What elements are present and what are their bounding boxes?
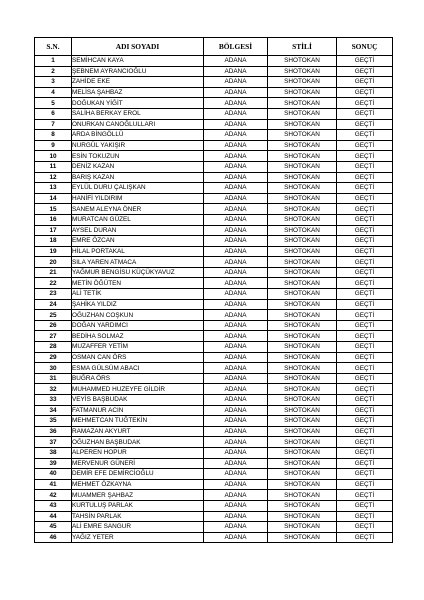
row-result: GEÇTİ (337, 320, 393, 331)
table-row (35, 214, 393, 225)
table-row (35, 299, 393, 310)
row-name: DENİZ KAZAN (72, 161, 204, 172)
row-sn: 30 (35, 363, 72, 374)
row-result: GEÇTİ (337, 469, 393, 480)
row-style: SHOTOKAN (268, 342, 337, 353)
row-result: GEÇTİ (337, 225, 393, 236)
row-sn: 44 (35, 511, 72, 522)
row-name: ŞAHİKA YILDIZ (72, 299, 204, 310)
row-result: GEÇTİ (337, 490, 393, 501)
header-name: ADI SOYADI (72, 38, 204, 56)
row-region: ADANA (204, 458, 268, 469)
row-sn: 11 (35, 161, 72, 172)
row-region: ADANA (204, 469, 268, 480)
row-style: SHOTOKAN (268, 299, 337, 310)
row-name: EYLÜL DURU ÇALIŞKAN (72, 183, 204, 194)
row-region: ADANA (204, 522, 268, 533)
row-result: GEÇTİ (337, 161, 393, 172)
row-sn: 17 (35, 225, 72, 236)
row-sn: 36 (35, 426, 72, 437)
row-name: ALİ TETİK (72, 289, 204, 300)
row-result: GEÇTİ (337, 352, 393, 363)
row-name: ŞEBNEM AYRANCIOĞLU (72, 66, 204, 77)
table-row (35, 183, 393, 194)
row-result: GEÇTİ (337, 87, 393, 98)
row-result: GEÇTİ (337, 56, 393, 67)
row-region: ADANA (204, 511, 268, 522)
table-row (35, 511, 393, 522)
row-name: YAĞMUR BENGİSU KÜÇÜKYAVUZ (72, 267, 204, 278)
row-sn: 25 (35, 310, 72, 321)
row-name: MUZAFFER YETİM (72, 342, 204, 353)
table-row (35, 373, 393, 384)
row-style: SHOTOKAN (268, 257, 337, 268)
row-name: SILA YAREN ATMACA (72, 257, 204, 268)
row-result: GEÇTİ (337, 77, 393, 88)
table-row (35, 130, 393, 141)
row-name: MUHAMMED HUZEYFE GİLDİR (72, 384, 204, 395)
table-row (35, 151, 393, 162)
row-region: ADANA (204, 130, 268, 141)
row-name: ALİ EMRE SANGUR (72, 522, 204, 533)
row-name: MURATCAN GÜZEL (72, 214, 204, 225)
row-style: SHOTOKAN (268, 511, 337, 522)
row-name: YAĞIZ YETER (72, 532, 204, 543)
table-row (35, 56, 393, 67)
row-name: BUĞRA ÖRS (72, 373, 204, 384)
row-sn: 19 (35, 246, 72, 257)
row-style: SHOTOKAN (268, 108, 337, 119)
row-region: ADANA (204, 395, 268, 406)
table-row (35, 66, 393, 77)
row-style: SHOTOKAN (268, 140, 337, 151)
row-name: FATMANUR ACIN (72, 405, 204, 416)
table-row (35, 87, 393, 98)
row-result: GEÇTİ (337, 98, 393, 109)
row-region: ADANA (204, 77, 268, 88)
row-region: ADANA (204, 532, 268, 543)
header-row (35, 38, 393, 56)
row-sn: 43 (35, 500, 72, 511)
row-style: SHOTOKAN (268, 522, 337, 533)
row-style: SHOTOKAN (268, 267, 337, 278)
row-name: METİN ÖĞÜTEN (72, 278, 204, 289)
row-result: GEÇTİ (337, 66, 393, 77)
row-region: ADANA (204, 204, 268, 215)
row-style: SHOTOKAN (268, 130, 337, 141)
table-row (35, 490, 393, 501)
table-row (35, 479, 393, 490)
row-sn: 39 (35, 458, 72, 469)
row-style: SHOTOKAN (268, 193, 337, 204)
table-row (35, 310, 393, 321)
row-style: SHOTOKAN (268, 437, 337, 448)
row-result: GEÇTİ (337, 299, 393, 310)
row-style: SHOTOKAN (268, 98, 337, 109)
row-sn: 26 (35, 320, 72, 331)
row-sn: 27 (35, 331, 72, 342)
row-style: SHOTOKAN (268, 151, 337, 162)
row-style: SHOTOKAN (268, 447, 337, 458)
table-row (35, 458, 393, 469)
header-result: SONUÇ (337, 38, 393, 56)
row-style: SHOTOKAN (268, 66, 337, 77)
row-region: ADANA (204, 384, 268, 395)
table-row (35, 257, 393, 268)
row-region: ADANA (204, 214, 268, 225)
row-region: ADANA (204, 500, 268, 511)
row-region: ADANA (204, 161, 268, 172)
table-row (35, 320, 393, 331)
row-result: GEÇTİ (337, 342, 393, 353)
row-name: MEHMETCAN TUĞTEKİN (72, 416, 204, 427)
table-row (35, 108, 393, 119)
row-region: ADANA (204, 289, 268, 300)
table-row (35, 119, 393, 130)
row-result: GEÇTİ (337, 384, 393, 395)
row-sn: 46 (35, 532, 72, 543)
row-style: SHOTOKAN (268, 246, 337, 257)
row-style: SHOTOKAN (268, 225, 337, 236)
table-row (35, 236, 393, 247)
row-name: ESMA GÜLSÜM ABACI (72, 363, 204, 374)
row-result: GEÇTİ (337, 426, 393, 437)
row-name: HİLAL PORTAKAL (72, 246, 204, 257)
row-style: SHOTOKAN (268, 405, 337, 416)
row-region: ADANA (204, 246, 268, 257)
row-sn: 38 (35, 447, 72, 458)
row-result: GEÇTİ (337, 373, 393, 384)
row-name: MUAMMER ŞAHBAZ (72, 490, 204, 501)
row-region: ADANA (204, 405, 268, 416)
row-result: GEÇTİ (337, 405, 393, 416)
row-name: SALİHA BERKAY EROL (72, 108, 204, 119)
row-style: SHOTOKAN (268, 183, 337, 194)
row-name: MELİSA ŞAHBAZ (72, 87, 204, 98)
row-result: GEÇTİ (337, 395, 393, 406)
row-style: SHOTOKAN (268, 331, 337, 342)
row-region: ADANA (204, 66, 268, 77)
row-style: SHOTOKAN (268, 395, 337, 406)
row-style: SHOTOKAN (268, 204, 337, 215)
row-sn: 2 (35, 66, 72, 77)
row-sn: 23 (35, 289, 72, 300)
results-table (34, 37, 393, 543)
row-style: SHOTOKAN (268, 479, 337, 490)
row-name: BEDİHA SOLMAZ (72, 331, 204, 342)
row-result: GEÇTİ (337, 214, 393, 225)
row-style: SHOTOKAN (268, 373, 337, 384)
row-region: ADANA (204, 437, 268, 448)
row-style: SHOTOKAN (268, 532, 337, 543)
table-row (35, 246, 393, 257)
table-row (35, 352, 393, 363)
row-name: ESİN TOKUZUN (72, 151, 204, 162)
row-sn: 29 (35, 352, 72, 363)
row-sn: 14 (35, 193, 72, 204)
row-name: SANEM ALEYNA ÖNER (72, 204, 204, 215)
row-name: VEYİS BAŞBUDAK (72, 395, 204, 406)
row-result: GEÇTİ (337, 193, 393, 204)
row-region: ADANA (204, 363, 268, 374)
row-region: ADANA (204, 320, 268, 331)
table-row (35, 278, 393, 289)
row-name: DEMİR EFE DEMİRCİOĞLU (72, 469, 204, 480)
row-style: SHOTOKAN (268, 236, 337, 247)
row-sn: 40 (35, 469, 72, 480)
row-name: ARDA BİNGÖLLÜ (72, 130, 204, 141)
row-result: GEÇTİ (337, 278, 393, 289)
row-name: ONURKAN CANOĞLULLARI (72, 119, 204, 130)
table-row (35, 500, 393, 511)
table-row (35, 331, 393, 342)
table-row (35, 437, 393, 448)
table-row (35, 225, 393, 236)
row-region: ADANA (204, 342, 268, 353)
row-sn: 33 (35, 395, 72, 406)
header-region: BÖLGESİ (204, 38, 268, 56)
row-style: SHOTOKAN (268, 278, 337, 289)
row-region: ADANA (204, 151, 268, 162)
row-region: ADANA (204, 108, 268, 119)
row-sn: 45 (35, 522, 72, 533)
row-region: ADANA (204, 56, 268, 67)
row-sn: 18 (35, 236, 72, 247)
row-name: KURTULUŞ PARLAK (72, 500, 204, 511)
row-style: SHOTOKAN (268, 458, 337, 469)
row-region: ADANA (204, 257, 268, 268)
row-style: SHOTOKAN (268, 56, 337, 67)
row-region: ADANA (204, 140, 268, 151)
row-sn: 35 (35, 416, 72, 427)
row-sn: 10 (35, 151, 72, 162)
row-style: SHOTOKAN (268, 289, 337, 300)
row-sn: 34 (35, 405, 72, 416)
table-row (35, 405, 393, 416)
table-row (35, 140, 393, 151)
row-sn: 16 (35, 214, 72, 225)
row-sn: 12 (35, 172, 72, 183)
table-row (35, 426, 393, 437)
row-name: BARIŞ KAZAN (72, 172, 204, 183)
row-name: NURGÜL YAKIŞIR (72, 140, 204, 151)
row-region: ADANA (204, 193, 268, 204)
row-sn: 8 (35, 130, 72, 141)
row-result: GEÇTİ (337, 437, 393, 448)
row-sn: 41 (35, 479, 72, 490)
row-name: ZAHİDE EKE (72, 77, 204, 88)
table-row (35, 289, 393, 300)
row-result: GEÇTİ (337, 130, 393, 141)
row-sn: 5 (35, 98, 72, 109)
row-result: GEÇTİ (337, 108, 393, 119)
table-row (35, 342, 393, 353)
table-row (35, 267, 393, 278)
row-region: ADANA (204, 278, 268, 289)
row-style: SHOTOKAN (268, 310, 337, 321)
row-name: OĞUZHAN BAŞBUDAK (72, 437, 204, 448)
row-result: GEÇTİ (337, 458, 393, 469)
row-region: ADANA (204, 331, 268, 342)
row-style: SHOTOKAN (268, 500, 337, 511)
row-region: ADANA (204, 447, 268, 458)
row-sn: 15 (35, 204, 72, 215)
row-style: SHOTOKAN (268, 161, 337, 172)
row-sn: 22 (35, 278, 72, 289)
row-sn: 4 (35, 87, 72, 98)
row-style: SHOTOKAN (268, 490, 337, 501)
row-region: ADANA (204, 416, 268, 427)
row-region: ADANA (204, 373, 268, 384)
row-style: SHOTOKAN (268, 426, 337, 437)
table-header (35, 38, 393, 56)
header-style: STİLİ (268, 38, 337, 56)
row-sn: 24 (35, 299, 72, 310)
row-style: SHOTOKAN (268, 469, 337, 480)
row-result: GEÇTİ (337, 511, 393, 522)
table-row (35, 172, 393, 183)
row-result: GEÇTİ (337, 257, 393, 268)
row-name: MERVENUR GÜNERİ (72, 458, 204, 469)
row-sn: 3 (35, 77, 72, 88)
row-name: SEMİHCAN KAYA (72, 56, 204, 67)
row-region: ADANA (204, 236, 268, 247)
row-name: RAMAZAN AKYURT (72, 426, 204, 437)
row-sn: 28 (35, 342, 72, 353)
row-region: ADANA (204, 225, 268, 236)
row-name: EMRE ÖZCAN (72, 236, 204, 247)
row-result: GEÇTİ (337, 267, 393, 278)
row-region: ADANA (204, 119, 268, 130)
row-region: ADANA (204, 267, 268, 278)
table-row (35, 416, 393, 427)
row-region: ADANA (204, 172, 268, 183)
row-region: ADANA (204, 479, 268, 490)
table-row (35, 77, 393, 88)
row-result: GEÇTİ (337, 447, 393, 458)
row-result: GEÇTİ (337, 289, 393, 300)
row-sn: 31 (35, 373, 72, 384)
row-region: ADANA (204, 87, 268, 98)
row-name: OSMAN CAN ÖRS (72, 352, 204, 363)
row-name: HANİFİ YILDIRIM (72, 193, 204, 204)
table-row (35, 193, 393, 204)
row-sn: 13 (35, 183, 72, 194)
row-name: ALPEREN HOPUR (72, 447, 204, 458)
row-region: ADANA (204, 310, 268, 321)
row-style: SHOTOKAN (268, 214, 337, 225)
row-sn: 21 (35, 267, 72, 278)
row-result: GEÇTİ (337, 246, 393, 257)
table-row (35, 204, 393, 215)
row-style: SHOTOKAN (268, 87, 337, 98)
row-region: ADANA (204, 98, 268, 109)
row-result: GEÇTİ (337, 151, 393, 162)
row-style: SHOTOKAN (268, 363, 337, 374)
row-result: GEÇTİ (337, 522, 393, 533)
row-style: SHOTOKAN (268, 352, 337, 363)
row-result: GEÇTİ (337, 532, 393, 543)
row-region: ADANA (204, 183, 268, 194)
row-sn: 7 (35, 119, 72, 130)
row-sn: 1 (35, 56, 72, 67)
row-sn: 42 (35, 490, 72, 501)
row-style: SHOTOKAN (268, 384, 337, 395)
row-result: GEÇTİ (337, 140, 393, 151)
row-result: GEÇTİ (337, 236, 393, 247)
row-name: DOĞAN YARDIMCI (72, 320, 204, 331)
row-result: GEÇTİ (337, 183, 393, 194)
row-name: MEHMET ÖZKAYNA (72, 479, 204, 490)
table-row (35, 384, 393, 395)
row-name: AYSEL DURAN (72, 225, 204, 236)
table-row (35, 98, 393, 109)
table-row (35, 363, 393, 374)
row-region: ADANA (204, 426, 268, 437)
row-result: GEÇTİ (337, 416, 393, 427)
row-result: GEÇTİ (337, 119, 393, 130)
table-row (35, 532, 393, 543)
table-body (35, 56, 393, 543)
table-row (35, 161, 393, 172)
row-style: SHOTOKAN (268, 77, 337, 88)
row-sn: 37 (35, 437, 72, 448)
row-result: GEÇTİ (337, 363, 393, 374)
row-region: ADANA (204, 352, 268, 363)
row-region: ADANA (204, 299, 268, 310)
row-result: GEÇTİ (337, 331, 393, 342)
row-sn: 32 (35, 384, 72, 395)
row-name: OĞUZHAN COŞKUN (72, 310, 204, 321)
row-result: GEÇTİ (337, 172, 393, 183)
row-name: DOĞUKAN YİĞİT (72, 98, 204, 109)
table-row (35, 522, 393, 533)
row-style: SHOTOKAN (268, 119, 337, 130)
header-sn: S.N. (35, 38, 72, 56)
row-name: TAHSİN PARLAK (72, 511, 204, 522)
row-region: ADANA (204, 490, 268, 501)
row-style: SHOTOKAN (268, 172, 337, 183)
row-result: GEÇTİ (337, 479, 393, 490)
row-style: SHOTOKAN (268, 320, 337, 331)
row-result: GEÇTİ (337, 204, 393, 215)
table-row (35, 447, 393, 458)
row-sn: 20 (35, 257, 72, 268)
row-style: SHOTOKAN (268, 416, 337, 427)
row-result: GEÇTİ (337, 500, 393, 511)
table-row (35, 469, 393, 480)
table-row (35, 395, 393, 406)
row-sn: 6 (35, 108, 72, 119)
row-result: GEÇTİ (337, 310, 393, 321)
row-sn: 9 (35, 140, 72, 151)
